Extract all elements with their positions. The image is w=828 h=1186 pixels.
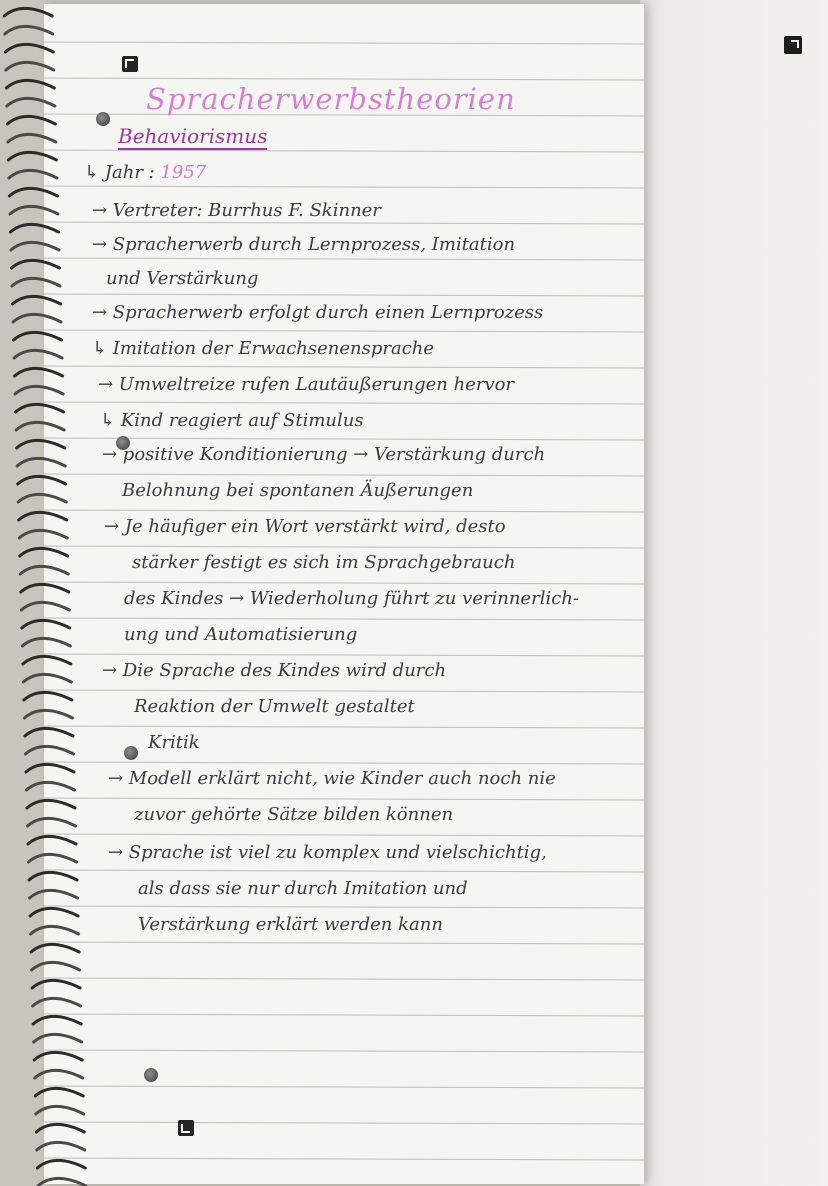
- ruled-line: [44, 330, 644, 332]
- spiral-coil: [31, 944, 79, 952]
- spiral-coil: [23, 674, 71, 682]
- spiral-coil: [5, 26, 53, 34]
- spiral-coil: [32, 962, 80, 970]
- ruled-line: [44, 438, 644, 440]
- ruled-line: [44, 690, 644, 692]
- spiral-coil: [14, 350, 62, 358]
- ruled-line: [44, 762, 644, 764]
- note-line: → Sprache ist viel zu komplex und vielschichtig,: [108, 842, 547, 863]
- back-page: [640, 0, 828, 1186]
- ruled-line: [44, 1122, 644, 1124]
- ruled-line: [44, 726, 644, 728]
- ruled-line: [44, 834, 644, 836]
- ruled-line: [44, 402, 644, 404]
- ruled-line: [44, 186, 644, 188]
- corner-marker-icon: [122, 56, 138, 72]
- spiral-coil: [9, 188, 57, 196]
- ruled-line: [44, 78, 644, 80]
- ruled-line: [44, 582, 644, 584]
- spiral-coil: [31, 926, 79, 934]
- spiral-coil: [7, 116, 55, 124]
- spiral-coil: [28, 818, 76, 826]
- ruled-line: [44, 42, 644, 44]
- spiral-coil: [10, 206, 58, 214]
- note-line: ↳ Imitation der Erwachsenensprache: [92, 338, 435, 359]
- note-line: ↳ Kind reagiert auf Stimulus: [100, 410, 364, 431]
- note-line: Verstärkung erklärt werden kann: [138, 914, 443, 935]
- spiral-coil: [35, 1070, 83, 1078]
- spiral-coil: [30, 908, 78, 916]
- spiral-coil: [22, 638, 70, 646]
- note-line: und Verstärkung: [106, 268, 259, 289]
- corner-marker-icon: [784, 36, 802, 54]
- spiral-coil: [19, 512, 67, 520]
- spiral-coil: [16, 422, 64, 430]
- spiral-coil: [18, 494, 66, 502]
- note-line: → Umweltreize rufen Lautäußerungen hervor: [98, 374, 515, 395]
- note-line: zuvor gehörte Sätze bilden können: [134, 804, 454, 825]
- spiral-coil: [5, 44, 53, 52]
- ruled-line: [44, 618, 644, 620]
- year-line: ↳ Jahr : 1957: [84, 162, 207, 183]
- spiral-coil: [18, 476, 66, 484]
- critique-heading: Kritik: [148, 732, 200, 753]
- ruled-line: [44, 1014, 644, 1016]
- ruled-line: [44, 1050, 644, 1052]
- note-line: → Je häufiger ein Wort verstärkt wird, desto: [104, 516, 506, 537]
- note-line: → Spracherwerb erfolgt durch einen Lernprozess: [92, 302, 544, 323]
- ruled-line: [44, 654, 644, 656]
- spiral-coil: [34, 1052, 82, 1060]
- spiral-coil: [19, 530, 67, 538]
- spiral-coil: [37, 1142, 85, 1150]
- ruled-line: [44, 546, 644, 548]
- spiral-coil: [32, 980, 80, 988]
- spiral-coil: [26, 764, 74, 772]
- spiral-coil: [35, 1088, 83, 1096]
- spiral-coil: [25, 746, 73, 754]
- note-line: ung und Automatisierung: [124, 624, 358, 645]
- spiral-coil: [16, 404, 64, 412]
- spiral-coil: [13, 314, 61, 322]
- section-heading: Behaviorismus: [118, 124, 268, 148]
- ruled-line: [44, 150, 644, 152]
- spiral-coil: [25, 728, 73, 736]
- spiral-coil: [29, 872, 77, 880]
- ruled-line: [44, 294, 644, 296]
- page-title: Spracherwerbstheorien: [146, 82, 516, 116]
- note-line: stärker festigt es sich im Sprachgebrauch: [132, 552, 516, 573]
- spiral-coil: [12, 260, 60, 268]
- ruled-line: [44, 978, 644, 980]
- spiral-coil: [37, 1160, 85, 1168]
- spiral-coil: [26, 782, 74, 790]
- spiral-coil: [7, 98, 55, 106]
- ruled-line: [44, 366, 644, 368]
- spiral-coil: [13, 296, 61, 304]
- ruled-line: [44, 1158, 644, 1160]
- note-line: Belohnung bei spontanen Äußerungen: [122, 480, 474, 501]
- spiral-coil: [10, 224, 58, 232]
- spiral-coil: [14, 332, 62, 340]
- spiral-coil: [6, 62, 54, 70]
- ruled-line: [44, 258, 644, 260]
- spiral-coil: [17, 440, 65, 448]
- note-line: → Spracherwerb durch Lernprozess, Imitation: [92, 234, 516, 255]
- spiral-coil: [20, 566, 68, 574]
- punch-hole: [144, 1068, 158, 1082]
- spiral-binding: [0, 0, 110, 1186]
- note-line: → Vertreter: Burrhus F. Skinner: [92, 200, 381, 221]
- spiral-coil: [4, 8, 52, 16]
- spiral-coil: [23, 656, 71, 664]
- spiral-coil: [30, 890, 78, 898]
- spiral-coil: [21, 584, 69, 592]
- spiral-coil: [20, 548, 68, 556]
- spiral-coil: [17, 458, 65, 466]
- ruled-line: [44, 942, 644, 944]
- spiral-coil: [38, 1178, 86, 1186]
- note-line: → Die Sprache des Kindes wird durch: [102, 660, 447, 681]
- spiral-coil: [24, 692, 72, 700]
- ruled-line: [44, 510, 644, 512]
- spiral-coil: [33, 998, 81, 1006]
- notebook-page: [44, 4, 644, 1184]
- note-line: des Kindes → Wiederholung führt zu verinnerlich-: [124, 588, 579, 609]
- ruled-line: [44, 906, 644, 908]
- spiral-coil: [36, 1124, 84, 1132]
- year-value: 1957: [160, 162, 207, 183]
- spiral-coil: [34, 1034, 82, 1042]
- ruled-line: [44, 222, 644, 224]
- spiral-coil: [29, 854, 77, 862]
- spiral-coil: [9, 170, 57, 178]
- ruled-line: [44, 474, 644, 476]
- spiral-coil: [8, 152, 56, 160]
- spiral-coil: [6, 80, 54, 88]
- note-line: Reaktion der Umwelt gestaltet: [134, 696, 415, 717]
- spiral-coil: [27, 800, 75, 808]
- spiral-coil: [8, 134, 56, 142]
- spiral-coil: [21, 602, 69, 610]
- spiral-coil: [12, 278, 60, 286]
- spiral-coil: [33, 1016, 81, 1024]
- spiral-coil: [28, 836, 76, 844]
- spiral-coil: [15, 386, 63, 394]
- note-line: → Modell erklärt nicht, wie Kinder auch noch nie: [108, 768, 556, 789]
- spiral-coil: [11, 242, 59, 250]
- spiral-coil: [24, 710, 72, 718]
- ruled-line: [44, 798, 644, 800]
- ruled-line: [44, 1086, 644, 1088]
- spiral-coil: [15, 368, 63, 376]
- note-line: → positive Konditionierung → Verstärkung durch: [102, 444, 546, 465]
- punch-hole: [124, 746, 138, 760]
- spiral-coil: [36, 1106, 84, 1114]
- note-line: als dass sie nur durch Imitation und: [138, 878, 468, 899]
- corner-marker-icon: [178, 1120, 194, 1136]
- ruled-line: [44, 870, 644, 872]
- spiral-coil: [22, 620, 70, 628]
